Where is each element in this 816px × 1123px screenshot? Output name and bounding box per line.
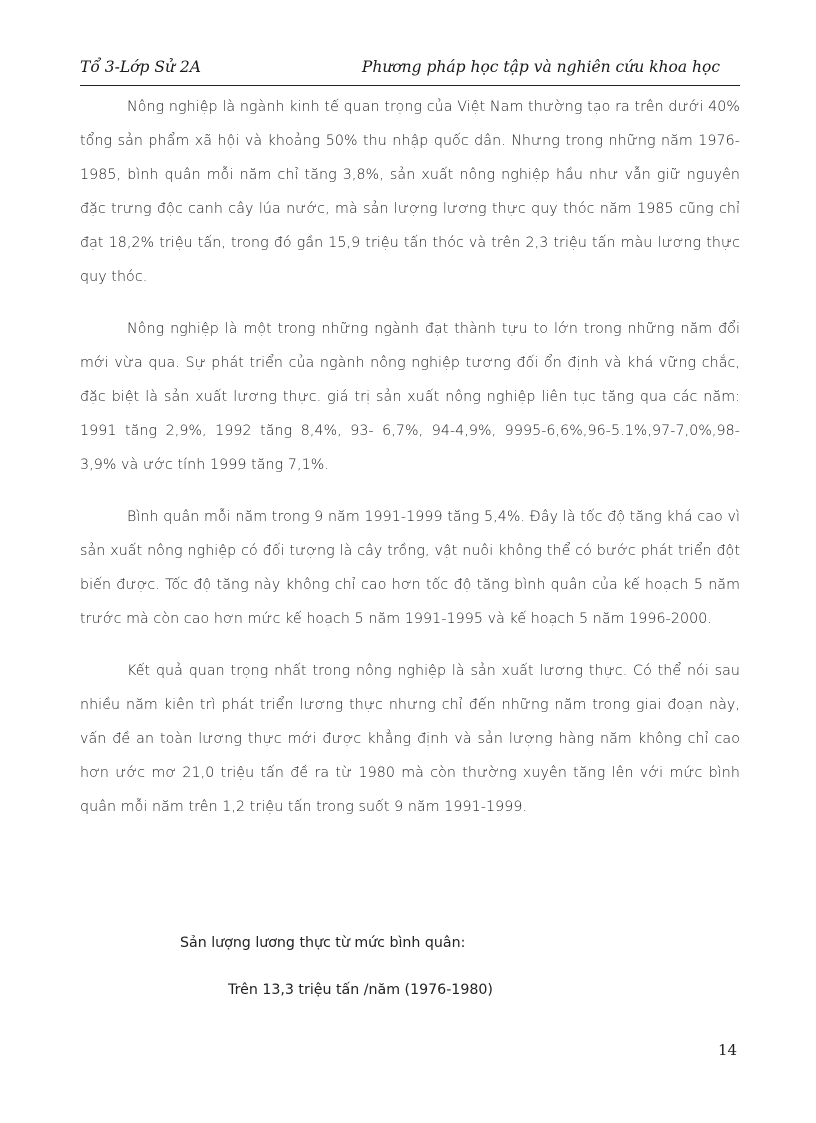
- page-header: [80, 56, 740, 86]
- header-course-title: Phương pháp học tập và nghiên cứu khoa học: [361, 58, 720, 76]
- paragraph-3: Bình quân mỗi năm trong 9 năm 1991-1999 tăng 5,4%. Đây là tốc độ tăng khá cao vì sản xuất nông nghiệp có đối tượng là cây trồng, vật nuôi không thể có bước phát triển đột biến được. Tốc độ tăng này không chỉ cao hơn tốc độ tăng bình quân của kế hoạch 5 năm trước mà còn cao hơn mức kế hoạch 5 năm 1991-1995 và kế hoạch 5 năm 1996-2000.: [80, 509, 740, 627]
- paragraph-1: Nông nghiệp là ngành kinh tế quan trọng của Việt Nam thường tạo ra trên dưới 40% tổng sản phẩm xã hội và khoảng 50% thu nhập quốc dân. Nhưng trong những năm 1976-1985, bình quân mỗi năm chỉ tăng 3,8%, sản xuất nông nghiệp hầu như vẫn giữ nguyên đặc trưng độc canh cây lúa nước, mà sản lượng lương thực quy thóc năm 1985 cũng chỉ đạt 18,2% triệu tấn, trong đó gần 15,9 triệu tấn thóc và trên 2,3 triệu tấn màu lương thực quy thóc.: [80, 99, 740, 285]
- page-number: 14: [718, 1041, 738, 1059]
- paragraph-2: Nông nghiệp là một trong những ngành đạt thành tựu to lớn trong những năm đổi mới vừa qua. Sự phát triển của ngành nông nghiệp tương đối ổn định và khá vững chắc, đặc biệt là sản xuất lương thực. giá trị sản xuất nông nghiệp liên tục tăng qua các năm: 1991 tăng 2,9%, 1992 tăng 8,4%, 93- 6,7%, 94-4,9%, 9995-6,6%,96-5.1%,97-7,0%,98-3,9% và ước tính 1999 tăng 7,1%.: [80, 321, 740, 473]
- subheading: Sản lượng lương thực từ mức bình quân:: [180, 935, 466, 951]
- header-group-label: Tổ 3-Lớp Sử 2A: [80, 58, 201, 76]
- paragraph-4: Kết quả quan trọng nhất trong nông nghiệp là sản xuất lương thực. Có thể nói sau nhiều năm kiên trì phát triển lương thực nhưng chỉ đến những năm trong giai đoạn này, vấn đề an toàn lương thực mới được khẳng định và sản lượng hàng năm không chỉ cao hơn ước mơ 21,0 triệu tấn đề ra từ 1980 mà còn thường xuyên tăng lên với mức bình quân mỗi năm trên 1,2 triệu tấn trong suốt 9 năm 1991-1999.: [80, 663, 740, 815]
- subline: Trên 13,3 triệu tấn /năm (1976-1980): [228, 982, 493, 998]
- body-text: [80, 90, 740, 842]
